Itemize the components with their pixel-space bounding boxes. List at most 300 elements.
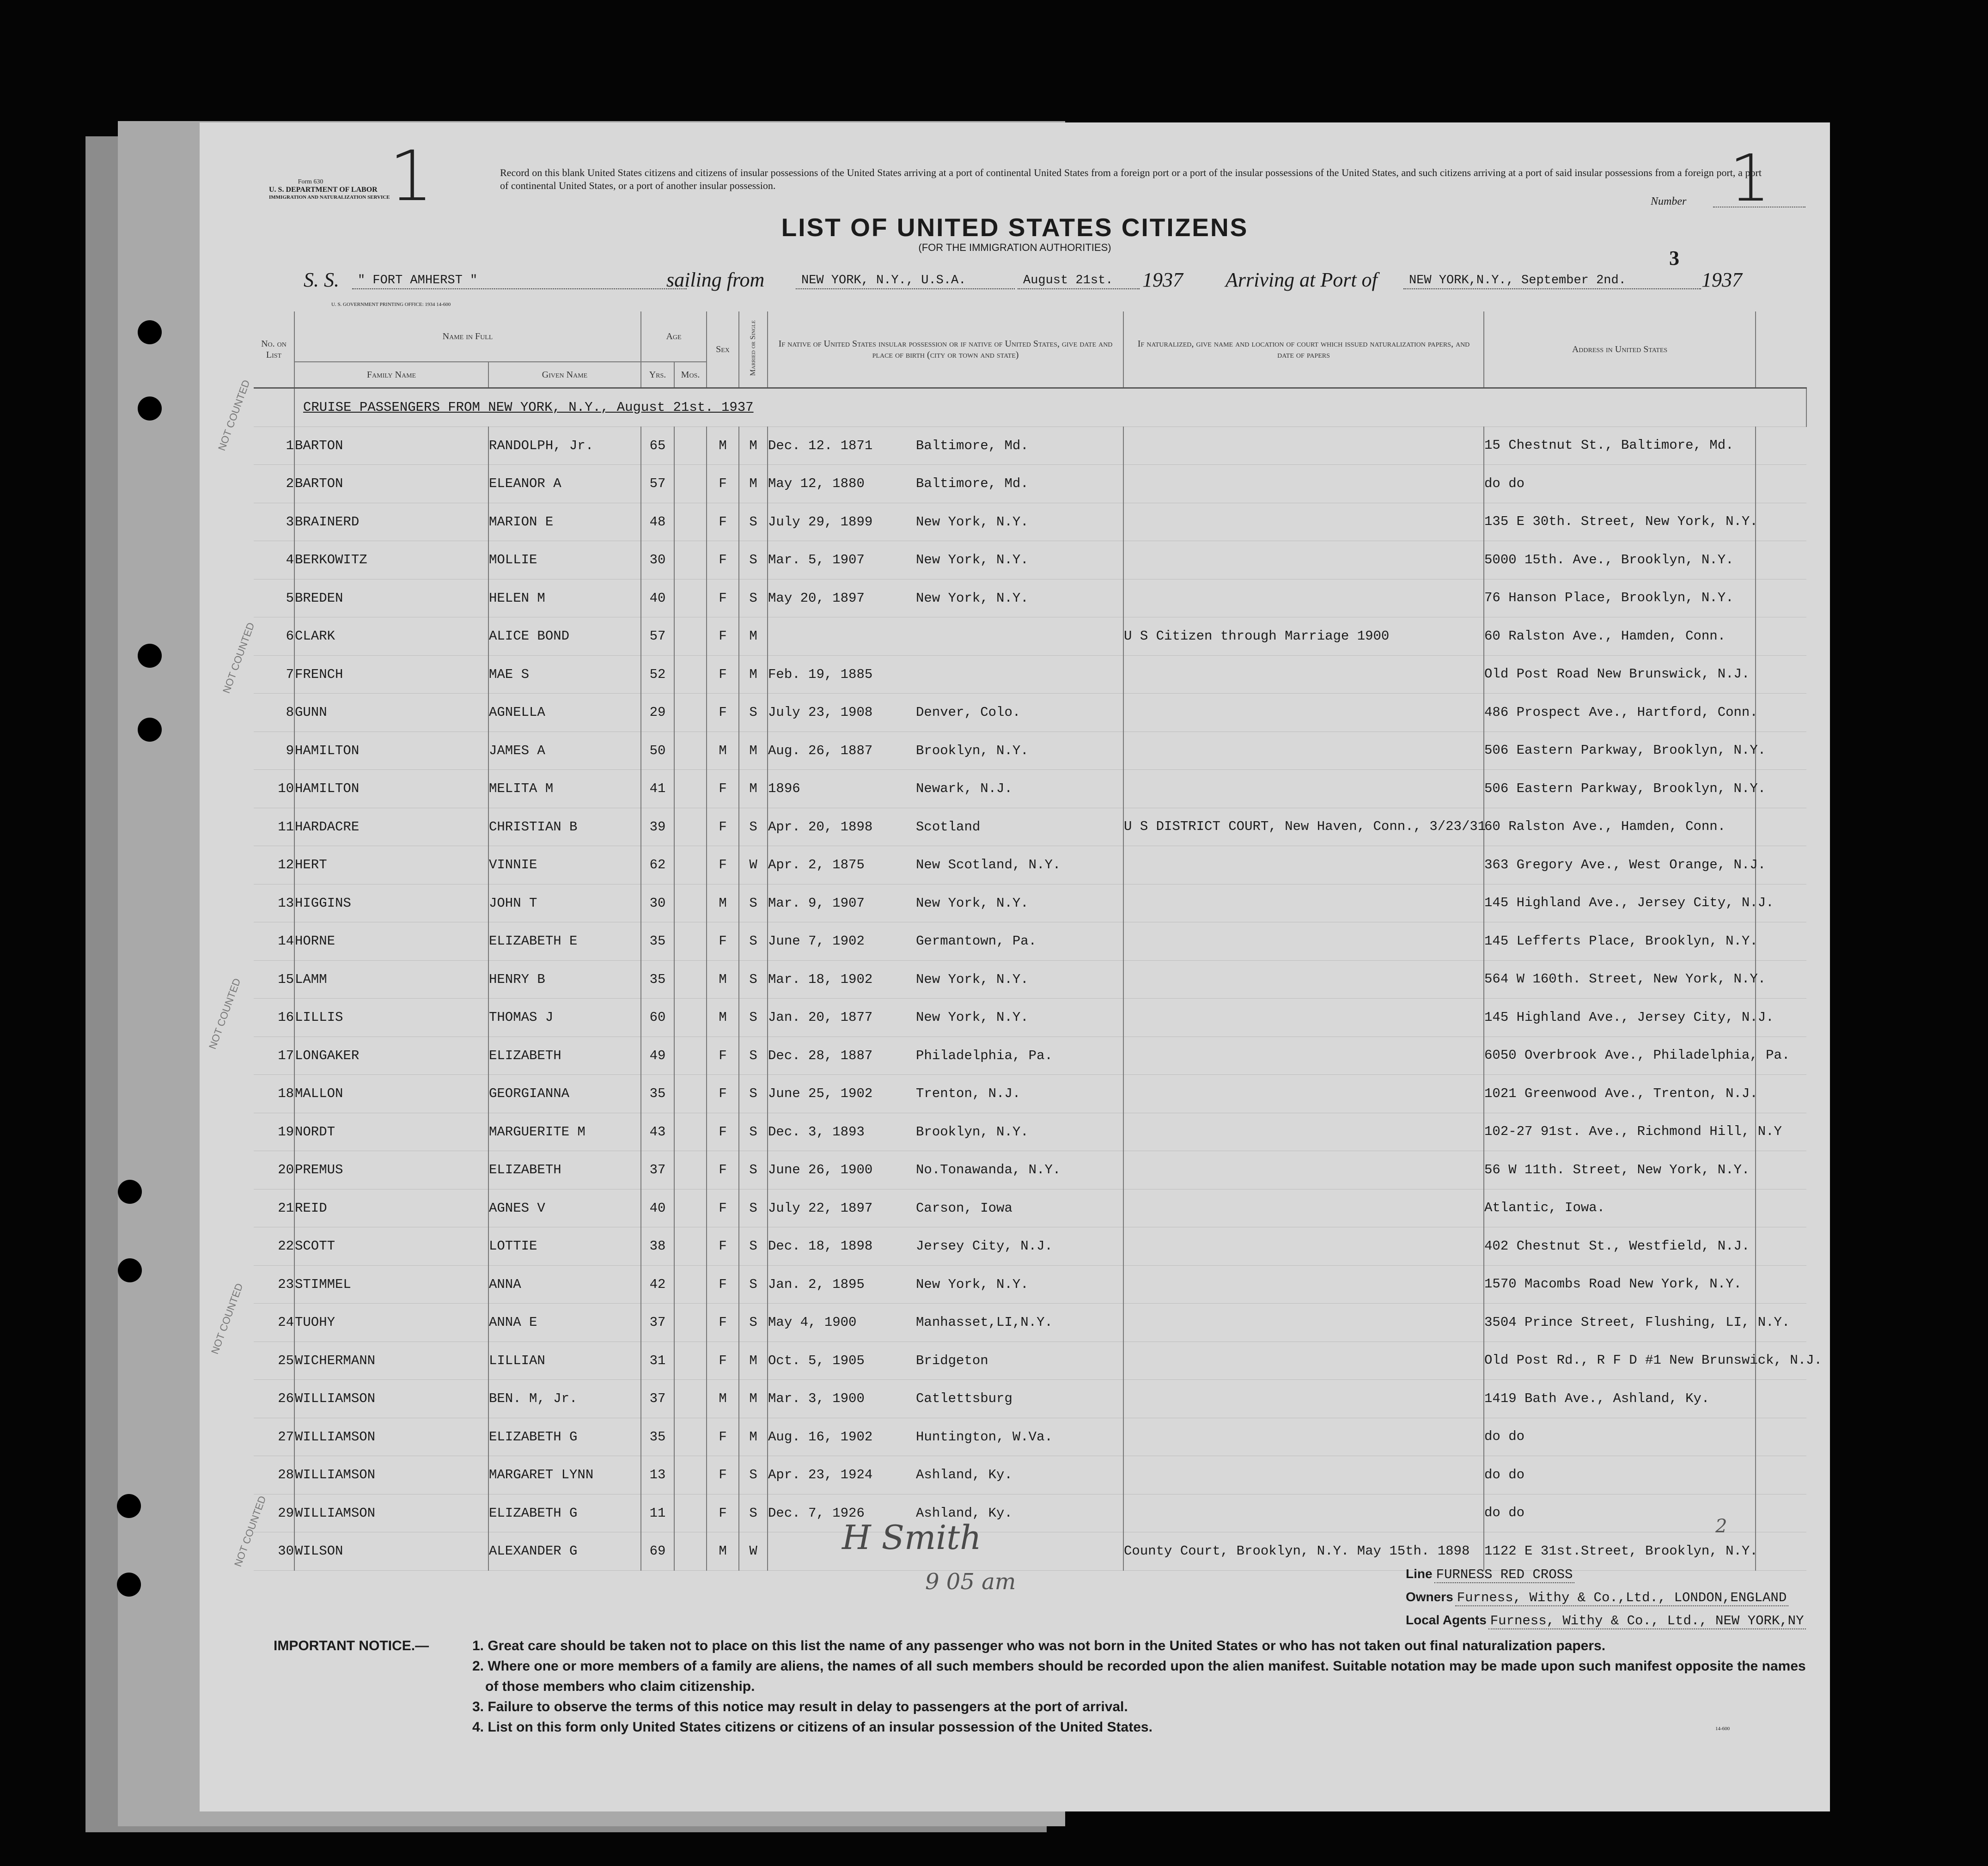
sex: M [707,960,739,999]
address: do do [1484,1494,1756,1532]
binder-hole [138,320,162,344]
age-months [674,846,707,884]
naturalization-info [1123,465,1484,503]
sex: M [707,999,739,1037]
birth-info [768,579,1123,617]
marital-status: S [739,1113,768,1151]
row-number: 10 [254,770,294,808]
table-row [254,1113,1806,1151]
given-name: HENRY B [488,960,641,999]
table-row [254,1227,1806,1266]
age-months [674,1494,707,1532]
table-row [254,1380,1806,1418]
given-name: ANNA E [488,1304,641,1342]
family-name: GUNN [294,694,488,732]
address: 5000 15th. Ave., Brooklyn, N.Y. [1484,541,1756,579]
age-years: 13 [641,1456,674,1494]
naturalization-info [1123,846,1484,884]
marital-status: S [739,1456,768,1494]
family-name: HIGGINS [294,884,488,922]
marital-status: S [739,808,768,846]
address: 60 Ralston Ave., Hamden, Conn. [1484,617,1756,656]
marital-status: S [739,1037,768,1075]
blank-cell [1756,1075,1806,1113]
row-number: 8 [254,694,294,732]
sex: M [707,427,739,465]
row-number: 1 [254,427,294,465]
table-row [254,427,1806,465]
blank-cell [1756,465,1806,503]
birth-date: June 26, 1900 [768,1162,873,1178]
blank-cell [1756,503,1806,541]
row-number: 13 [254,884,294,922]
not-counted-stamp: NOT COUNTED [209,1281,245,1356]
age-months [674,1342,707,1380]
table-row [254,694,1806,732]
blank-cell [1756,1494,1806,1532]
birth-info [768,999,1123,1037]
table-row [254,1037,1806,1075]
table-row [254,922,1806,961]
row-number: 14 [254,922,294,961]
marital-status: S [739,694,768,732]
given-name: MELITA M [488,770,641,808]
naturalization-info [1123,1113,1484,1151]
birth-info [768,846,1123,884]
address: 506 Eastern Parkway, Brooklyn, N.Y. [1484,770,1756,808]
row-number: 3 [254,503,294,541]
form-code: 14-600 [1715,1726,1730,1732]
agents-label: Local Agents [1406,1613,1487,1627]
sex: F [707,655,739,694]
birth-info [768,617,1123,656]
table-row [254,465,1806,503]
naturalization-info [1123,1418,1484,1456]
ship-name: " FORT AMHERST " [352,274,687,289]
age-years: 31 [641,1342,674,1380]
col-header-blank [1756,311,1806,388]
family-name: WICHERMANN [294,1342,488,1380]
address: do do [1484,1418,1756,1456]
given-name: BEN. M, Jr. [488,1380,641,1418]
given-name: ALEXANDER G [488,1532,641,1571]
table-row [254,960,1806,999]
age-years: 40 [641,579,674,617]
sex: F [707,1151,739,1189]
given-name: ELIZABETH G [488,1418,641,1456]
sex: M [707,732,739,770]
birth-place: Baltimore, Md. [916,438,1029,453]
family-name: STIMMEL [294,1265,488,1304]
row-number: 18 [254,1075,294,1113]
address: do do [1484,1456,1756,1494]
row-number: 11 [254,808,294,846]
marital-status: M [739,1418,768,1456]
birth-place: New York, N.Y. [916,590,1029,606]
age-months [674,922,707,961]
blank-cell [1756,579,1806,617]
given-name: LILLIAN [488,1342,641,1380]
birth-info [768,1265,1123,1304]
birth-place: New Scotland, N.Y. [916,857,1061,873]
handwritten-mark: 1 [389,136,433,217]
family-name: HAMILTON [294,732,488,770]
family-name: WILLIAMSON [294,1456,488,1494]
family-name: BERKOWITZ [294,541,488,579]
given-name: GEORGIANNA [488,1075,641,1113]
marital-status: S [739,1075,768,1113]
arriving-label: Arriving at Port of [1226,268,1378,291]
birth-info [768,808,1123,846]
family-name: WILLIAMSON [294,1494,488,1532]
naturalization-info [1123,1456,1484,1494]
family-name: REID [294,1189,488,1227]
owners-label: Owners [1406,1590,1453,1604]
family-name: BARTON [294,427,488,465]
section-heading: CRUISE PASSENGERS FROM NEW YORK, N.Y., August 21st. 1937 [294,388,1806,427]
table-row [254,1189,1806,1227]
notice-item: 3. Failure to observe the terms of this notice may result in delay to passengers at the port of arrival. [472,1699,1128,1714]
binder-hole [138,396,162,421]
row-number: 4 [254,541,294,579]
family-name: FRENCH [294,655,488,694]
page-title: LIST OF UNITED STATES CITIZENS [781,213,1249,242]
birth-info [768,960,1123,999]
birth-date: Dec. 18, 1898 [768,1238,873,1254]
age-years: 50 [641,732,674,770]
given-name: JOHN T [488,884,641,922]
row-number: 29 [254,1494,294,1532]
row-number: 17 [254,1037,294,1075]
naturalization-info [1123,1151,1484,1189]
age-months [674,503,707,541]
table-row [254,617,1806,656]
given-name: HELEN M [488,579,641,617]
sex: M [707,884,739,922]
naturalization-info [1123,1075,1484,1113]
age-months [674,1227,707,1266]
age-years: 37 [641,1304,674,1342]
birth-info [768,884,1123,922]
marital-status: M [739,655,768,694]
notice-heading: IMPORTANT NOTICE.— [274,1638,429,1653]
row-number: 21 [254,1189,294,1227]
birth-date: Dec. 28, 1887 [768,1048,873,1063]
address: 1419 Bath Ave., Ashland, Ky. [1484,1380,1756,1418]
row-number: 19 [254,1113,294,1151]
marital-status: S [739,1304,768,1342]
page-subtitle: (FOR THE IMMIGRATION AUTHORITIES) [918,242,1111,253]
sex: M [707,1380,739,1418]
record-instructions: Record on this blank United States citizens and citizens of insular possessions of the United States arriving at a port of continental United States from a foreign port or a port of the insular possessions of the United States, and such citizens arriving at a port of said insular possessions from a foreign port, a port of continental United States, or a port of another insular possession. [500,167,1762,191]
naturalization-info [1123,694,1484,732]
given-name: AGNELLA [488,694,641,732]
address: 6050 Overbrook Ave., Philadelphia, Pa. [1484,1037,1756,1075]
col-header-address: Address in United States [1484,311,1756,388]
department-name: U. S. DEPARTMENT OF LABOR [269,186,378,194]
inspector-signature: H Smith [842,1518,982,1557]
age-years: 65 [641,427,674,465]
sailing-from-label: sailing from [666,268,765,291]
marital-status: M [739,1380,768,1418]
form-number: Form 630 [298,178,323,185]
birth-info [768,1456,1123,1494]
birth-place: New York, N.Y. [916,971,1029,987]
agents-value: Furness, Withy & Co., Ltd., NEW YORK,NY [1488,1613,1806,1629]
number-value: 1 [1729,141,1771,216]
passenger-rows [254,388,1822,1571]
address: 56 W 11th. Street, New York, N.Y. [1484,1151,1756,1189]
birth-info [768,503,1123,541]
form-header-block [269,178,390,201]
notice-list [472,1636,1812,1738]
birth-date: May 12, 1880 [768,476,865,492]
naturalization-info [1123,655,1484,694]
marital-status: W [739,1532,768,1571]
age-years: 35 [641,1075,674,1113]
age-months [674,1380,707,1418]
age-months [674,579,707,617]
marital-status: M [739,1342,768,1380]
age-years: 35 [641,1418,674,1456]
naturalization-info [1123,770,1484,808]
row-number: 5 [254,579,294,617]
birth-date: Mar. 9, 1907 [768,895,865,911]
given-name: THOMAS J [488,999,641,1037]
birth-info [768,541,1123,579]
given-name: MARGUERITE M [488,1113,641,1151]
birth-place: New York, N.Y. [916,1276,1029,1292]
birth-info [768,1380,1123,1418]
blank-cell [1756,694,1806,732]
row-number: 2 [254,465,294,503]
marital-status: M [739,617,768,656]
table-row [254,1532,1806,1571]
row-number: 16 [254,999,294,1037]
address: 145 Lefferts Place, Brooklyn, N.Y. [1484,922,1756,961]
given-name: MARGARET LYNN [488,1456,641,1494]
given-name: LOTTIE [488,1227,641,1266]
col-header-name-in-full: Name in Full [294,311,641,362]
age-months [674,1189,707,1227]
family-name: WILLIAMSON [294,1418,488,1456]
table-row [254,884,1806,922]
birth-place: Bridgeton [916,1353,988,1368]
sex: F [707,579,739,617]
birth-info [768,1151,1123,1189]
number-label: Number [1651,195,1687,207]
given-name: CHRISTIAN B [488,808,641,846]
birth-info [768,732,1123,770]
row-number: 6 [254,617,294,656]
given-name: ELIZABETH E [488,922,641,961]
blank-cell [1756,1380,1806,1418]
birth-place: Philadelphia, Pa. [916,1048,1053,1063]
marital-status: W [739,846,768,884]
blank-cell [1756,1265,1806,1304]
not-counted-stamp: NOT COUNTED [207,976,243,1051]
marital-status: M [739,465,768,503]
given-name: MAE S [488,655,641,694]
sex: F [707,617,739,656]
birth-info [768,922,1123,961]
sex: F [707,1342,739,1380]
col-header-birth: If native of United States insular possession or if native of United States, give date and place of birth (city or town and state) [768,311,1123,388]
address: 15 Chestnut St., Baltimore, Md. [1484,427,1756,465]
age-years: 38 [641,1227,674,1266]
birth-date: Mar. 18, 1902 [768,971,873,987]
age-months [674,1456,707,1494]
birth-date: Dec. 7, 1926 [768,1505,865,1521]
manifest-sheet [200,122,1830,1811]
blank-cell [1756,427,1806,465]
binder-hole [118,1258,142,1282]
birth-place: Manhasset,LI,N.Y. [916,1315,1053,1330]
birth-date: May 20, 1897 [768,590,865,606]
sex: F [707,808,739,846]
family-name: WILLIAMSON [294,1380,488,1418]
age-years: 37 [641,1380,674,1418]
binder-hole [118,1180,142,1204]
sex: F [707,1265,739,1304]
footer-owners-row [1406,1590,1788,1605]
birth-date: Dec. 12. 1871 [768,438,873,453]
sex: F [707,503,739,541]
age-years: 35 [641,960,674,999]
table-row [254,1304,1806,1342]
marital-status: S [739,1265,768,1304]
age-months [674,884,707,922]
address: Old Post Road New Brunswick, N.J. [1484,655,1756,694]
family-name: SCOTT [294,1227,488,1266]
birth-info [768,1075,1123,1113]
col-header-married-single: Married or Single [749,320,757,376]
age-years: 69 [641,1532,674,1571]
birth-date: Oct. 5, 1905 [768,1353,865,1368]
family-name: HORNE [294,922,488,961]
naturalization-info [1123,1304,1484,1342]
age-years: 35 [641,922,674,961]
col-header-given-name: Given Name [488,362,641,388]
owners-value: Furness, Withy & Co.,Ltd., LONDON,ENGLAND [1455,1590,1789,1606]
notice-item: 2. Where one or more members of a family are aliens, the names of all such members should be recorded upon the alien manifest. Suitable notation may be made upon such manifest opposite the names of those members who claim citizenship. [472,1659,1806,1694]
birth-date: Apr. 23, 1924 [768,1467,873,1483]
line-value: FURNESS RED CROSS [1434,1567,1575,1583]
address: do do [1484,465,1756,503]
line-label: Line [1406,1567,1433,1581]
age-months [674,655,707,694]
address: 135 E 30th. Street, New York, N.Y. [1484,503,1756,541]
birth-date: Aug. 16, 1902 [768,1429,873,1445]
table-row [254,846,1806,884]
row-number: 20 [254,1151,294,1189]
binder-hole [138,718,162,742]
age-years: 42 [641,1265,674,1304]
birth-date: July 22, 1897 [768,1200,873,1216]
family-name: LILLIS [294,999,488,1037]
col-header-no: No. on List [254,311,294,388]
row-number: 30 [254,1532,294,1571]
birth-info [768,1418,1123,1456]
age-months [674,1304,707,1342]
naturalization-info [1123,1037,1484,1075]
sex: F [707,1037,739,1075]
blank-cell [1756,1227,1806,1266]
birth-info [768,1342,1123,1380]
birth-date: May 4, 1900 [768,1315,857,1330]
given-name: ALICE BOND [488,617,641,656]
sex: F [707,1456,739,1494]
time-note: 9 05 am [925,1569,1016,1595]
birth-date: Jan. 2, 1895 [768,1276,865,1292]
naturalization-info [1123,960,1484,999]
naturalization-info [1123,503,1484,541]
birth-place: New York, N.Y. [916,895,1029,911]
age-months [674,1532,707,1571]
age-months [674,808,707,846]
birth-place: Ashland, Ky. [916,1505,1012,1521]
birth-date: Aug. 26, 1887 [768,743,873,758]
age-months [674,732,707,770]
blank-cell [1756,541,1806,579]
sex: F [707,1075,739,1113]
birth-place: New York, N.Y. [916,514,1029,530]
address: 564 W 160th. Street, New York, N.Y. [1484,960,1756,999]
blank-cell [1756,1151,1806,1189]
family-name: HAMILTON [294,770,488,808]
binder-hole [117,1573,141,1597]
birth-place: No.Tonawanda, N.Y. [916,1162,1061,1178]
age-years: 57 [641,617,674,656]
birth-place: New York, N.Y. [916,552,1029,568]
birth-info [768,1304,1123,1342]
birth-date: Feb. 19, 1885 [768,666,873,682]
age-years: 11 [641,1494,674,1532]
marital-status: M [739,732,768,770]
sex: F [707,846,739,884]
service-name: IMMIGRATION AND NATURALIZATION SERVICE [269,195,390,200]
family-name: HERT [294,846,488,884]
table-row [254,1456,1806,1494]
footer-line-row [1406,1567,1574,1582]
given-name: RANDOLPH, Jr. [488,427,641,465]
family-name: BRAINERD [294,503,488,541]
col-header-mos: Mos. [674,362,707,388]
footer-agents-row [1406,1613,1806,1628]
sailing-date: August 21st. [1018,274,1140,289]
blank-cell [1756,922,1806,961]
age-years: 48 [641,503,674,541]
birth-place: Huntington, W.Va. [916,1429,1053,1445]
family-name: BREDEN [294,579,488,617]
naturalization-info [1123,579,1484,617]
marital-status: S [739,999,768,1037]
birth-info [768,1037,1123,1075]
family-name: CLARK [294,617,488,656]
marital-status: M [739,770,768,808]
table-row [254,655,1806,694]
age-months [674,1151,707,1189]
birth-info [768,770,1123,808]
birth-place: Brooklyn, N.Y. [916,743,1029,758]
age-months [674,427,707,465]
sex: F [707,1227,739,1266]
sex: F [707,922,739,961]
sex: F [707,1304,739,1342]
naturalization-info: County Court, Brooklyn, N.Y. May 15th. 1898 [1123,1532,1484,1571]
birth-place: Brooklyn, N.Y. [916,1124,1029,1140]
naturalization-info [1123,1189,1484,1227]
